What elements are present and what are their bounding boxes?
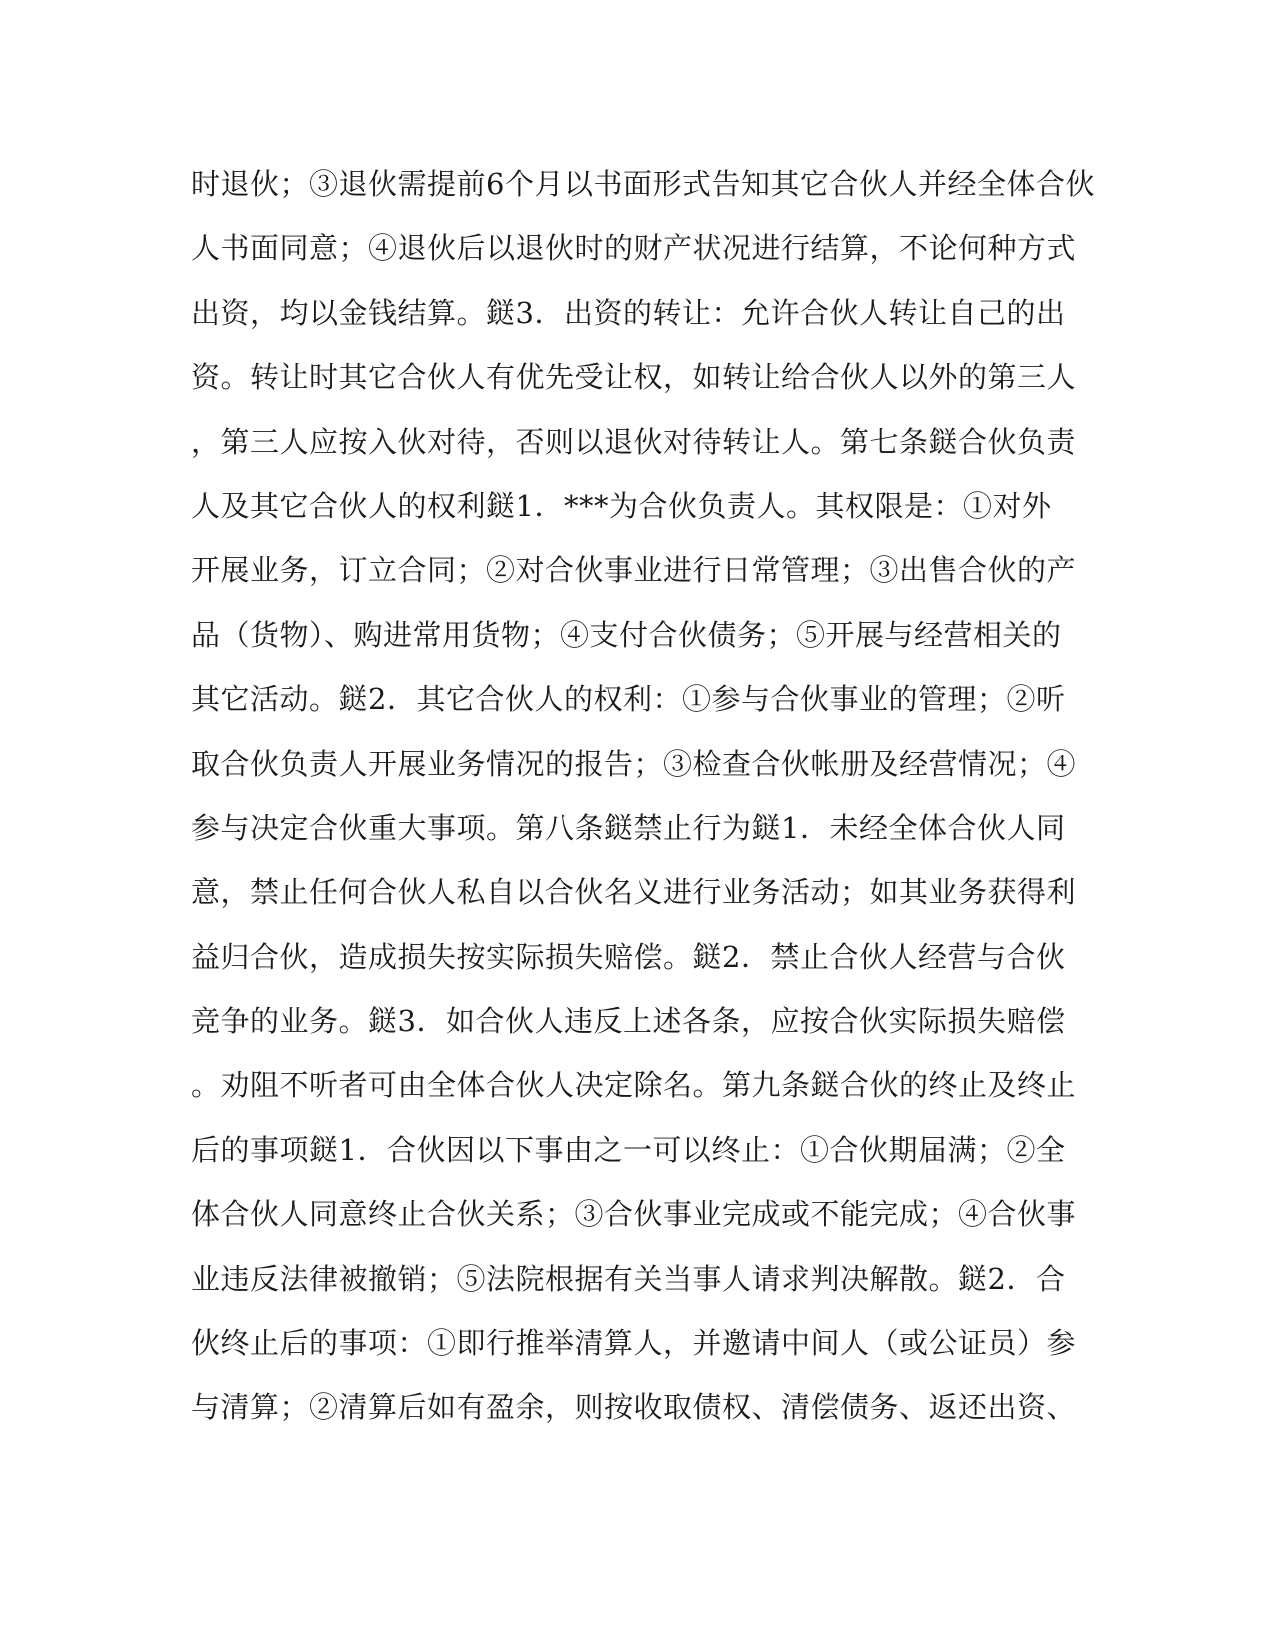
- text-line: 出资，均以金钱结算。鎹3．出资的转让：允许合伙人转让自己的出: [191, 295, 1066, 330]
- text-line: 伙终止后的事项：①即行推举清算人，并邀请中间人（或公证员）参: [191, 1326, 1077, 1361]
- text-line: 与清算；②清算后如有盈余，则按收取债权、清偿债务、返还出资、: [191, 1390, 1077, 1425]
- text-line: 意，禁止任何合伙人私自以合伙名义进行业务活动；如其业务获得利: [191, 875, 1077, 910]
- body-text: [191, 152, 1095, 1440]
- text-line: 。劝阻不听者可由全体合伙人决定除名。第九条鎹合伙的终止及终止: [191, 1068, 1077, 1103]
- text-line: 益归合伙，造成损失按实际损失赔偿。鎹2．禁止合伙人经营与合伙: [191, 939, 1066, 974]
- text-line: 体合伙人同意终止合伙关系；③合伙事业完成或不能完成；④合伙事: [191, 1197, 1077, 1232]
- text-line: 人书面同意；④退伙后以退伙时的财产状况进行结算，不论何种方式: [191, 231, 1077, 266]
- text-line: 其它活动。鎹2．其它合伙人的权利：①参与合伙事业的管理；②听: [191, 682, 1066, 717]
- text-line: 时退伙；③退伙需提前6个月以书面形式告知其它合伙人并经全体合伙: [191, 167, 1095, 201]
- text-line: ，第三人应按入伙对待，否则以退伙对待转让人。第七条鎹合伙负责: [191, 424, 1077, 459]
- text-line: 人及其它合伙人的权利鎹1．***为合伙负责人。其权限是：①对外: [191, 488, 1052, 523]
- text-line: 业违反法律被撤销；⑤法院根据有关当事人请求判决解散。鎹2．合: [191, 1261, 1066, 1296]
- text-line: 后的事项鎹1．合伙因以下事由之一可以终止：①合伙期届满；②全: [191, 1132, 1066, 1167]
- text-line: 资。转让时其它合伙人有优先受让权，如转让给合伙人以外的第三人: [191, 360, 1077, 395]
- text-line: 参与决定合伙重大事项。第八条鎹禁止行为鎹1．未经全体合伙人同: [191, 810, 1066, 845]
- text-line: 开展业务，订立合同；②对合伙事业进行日常管理；③出售合伙的产: [191, 553, 1077, 588]
- text-line: 竞争的业务。鎹3．如合伙人违反上述各条，应按合伙实际损失赔偿: [191, 1004, 1066, 1039]
- text-line: 品（货物）、购进常用货物；④支付合伙债务；⑤开展与经营相关的: [191, 617, 1062, 652]
- text-line: 取合伙负责人开展业务情况的报告；③检查合伙帐册及经营情况；④: [191, 746, 1077, 781]
